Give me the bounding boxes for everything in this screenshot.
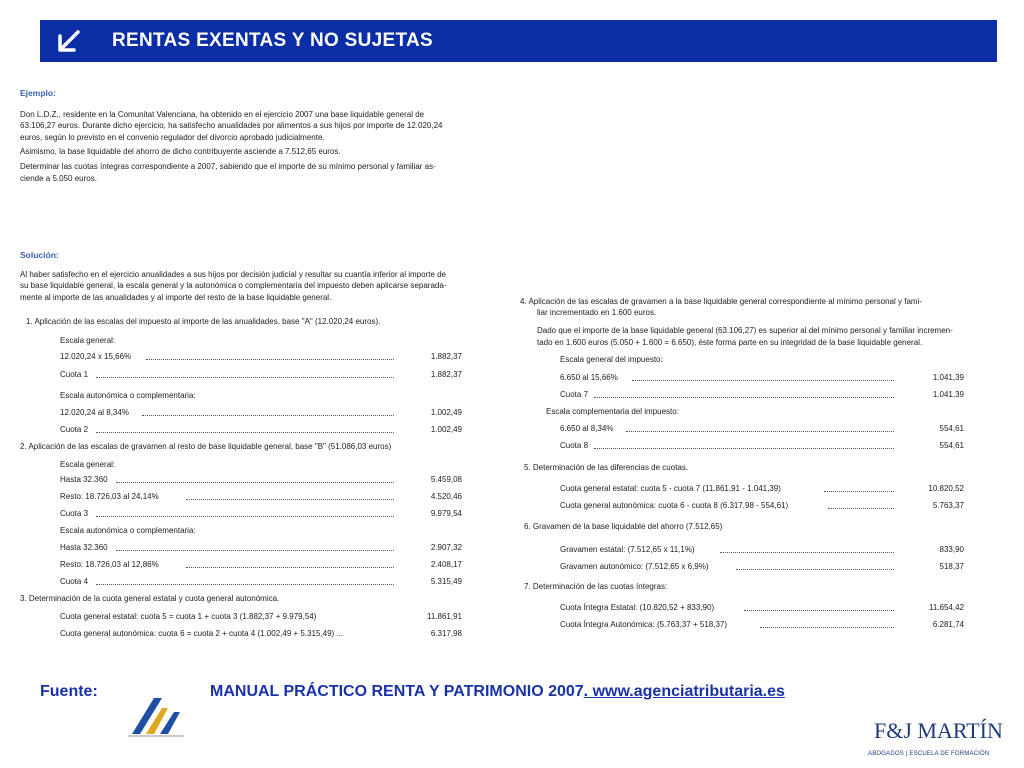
calc-row: Cuota 7 1.041,39 — [560, 390, 964, 399]
section-4-comp-head: Escala complementaria del impuesto: — [546, 407, 679, 416]
example-line: 63.106,27 euros. Durante dicho ejercicio, ha satisfecho anualidades por alimentos a sus hijos por importe de 12.020,24 — [20, 121, 443, 131]
example-line: Determinar las cuotas íntegras correspondiente a 2007, sabiendo que el importe de su mínimo personal y familiar as- — [20, 161, 436, 171]
calc-row: Cuota general autonómica: cuota 6 - cuota 8 (6.317,98 - 554,61) 5.763,37 — [560, 501, 964, 510]
section-1-general-head: Escala general: — [60, 336, 116, 345]
section-5-title: 5. Determinación de las diferencias de cuotas. — [524, 463, 689, 472]
section-2-auto-head: Escala autonómica o complementaria: — [60, 526, 196, 535]
solution-intro — [20, 250, 510, 303]
section-4-title: 4. Aplicación de las escalas de gravamen a la base liquidable general correspondiente al mínimo personal y fami- — [520, 297, 923, 306]
example-line: Asimismo, la base liquidable del ahorro de dicho contribuyente asciende a 7.512,65 euros. — [20, 147, 341, 157]
calc-row: Cuota Íntegra Autonómica: (5.763,37 + 518,37) 6.281,74 — [560, 620, 964, 629]
section-1-title: 1. Aplicación de las escalas del impuesto al importe de las anualidades, base "A" (12.020,24 euros). — [26, 317, 381, 326]
arrow-down-left-icon — [56, 26, 82, 54]
section-4-text: Dado que el importe de la base liquidable general (63.106,27) es superior al del mínimo personal y familiar incremen- — [537, 326, 953, 335]
example-line: euros, según lo previsto en el convenio regulador del divorcio aprobado judicialmente. — [20, 132, 325, 142]
calc-row: Cuota general estatal: cuota 5 - cuota 7 (11.861,91 - 1.041,39) 10.820,52 — [560, 484, 964, 493]
page-title: RENTAS EXENTAS Y NO SUJETAS — [112, 30, 433, 51]
solution-intro-line: Al haber satisfecho en el ejercicio anualidades a sus hijos por decisión judicial y resultar su cuantía inferior al importe de — [20, 269, 447, 279]
source-link[interactable]: . www.agenciatributaria.es — [583, 683, 785, 700]
calc-row: Cuota 8 554,61 — [560, 441, 964, 450]
calc-row: 6.650 al 8,34% 554,61 — [560, 424, 964, 433]
section-3-title: 3. Determinación de la cuota general estatal y cuota general autonómica. — [20, 594, 280, 603]
calc-row: 6.650 al 15,66% 1.041,39 — [560, 373, 964, 382]
manual-title: MANUAL PRÁCTICO RENTA Y PATRIMONIO 2007 — [210, 683, 584, 700]
section-4-text: tado en 1.600 euros (5.050 + 1.600 = 6.650), éste forma parte en su integridad de la base liquidable general. — [537, 338, 923, 347]
calc-row: Cuota Íntegra Estatal: (10.820,52 + 833,90) 11.654,42 — [560, 603, 964, 612]
solution-heading: Solución: — [20, 250, 59, 260]
calc-row: Gravamen autonómico: (7.512,65 x 6,9%) 518,37 — [560, 562, 964, 571]
title-bar — [40, 20, 997, 62]
calc-row: Cuota 2 1.002,49 — [60, 425, 462, 434]
solution-intro-line: mente al importe de las anualidades y al importe del resto de la base liquidable general. — [20, 292, 332, 302]
calc-row: Cuota general autonómica: cuota 6 = cuota 2 + cuota 4 (1.002,49 + 5.315,49) ... 6.317,98 — [60, 629, 462, 638]
fj-martin-name: F&J MARTÍN — [874, 718, 1003, 743]
calc-row: Cuota 4 5.315,49 — [60, 577, 462, 586]
fj-martin-logo — [868, 718, 1018, 764]
calc-row: Hasta 32.360 2.907,32 — [60, 543, 462, 552]
fj-martin-subtitle: ABOGADOS | ESCUELA DE FORMACIÓN — [868, 751, 990, 757]
calc-row: Cuota general estatal: cuota 5 = cuota 1 + cuota 3 (1.882,37 + 9.979,54) 11.861,91 — [60, 612, 462, 621]
calc-row: Resto: 18.726,03 al 12,86% 2.408,17 — [60, 560, 462, 569]
calc-row: Cuota 3 9.979,54 — [60, 509, 462, 518]
section-6-title: 6. Gravamen de la base liquidable del ahorro (7.512,65) — [524, 522, 723, 531]
example-line: Don L.D.Z., residente en la Comunitat Valenciana, ha obtenido en el ejercicio 2007 una base liquidable general de — [20, 109, 425, 119]
calc-row: Hasta 32.360 5.459,08 — [60, 475, 462, 484]
agencia-tributaria-logo — [124, 690, 188, 740]
source-label: Fuente: — [40, 683, 98, 700]
section-2-title: 2. Aplicación de las escalas de gravamen al resto de base liquidable general, base "B" (51.086,03 euros) — [20, 442, 392, 451]
calc-row: Cuota 1 1.882,37 — [60, 370, 462, 379]
section-4-title-cont: liar incrementado en 1.600 euros. — [537, 308, 657, 317]
section-7-title: 7. Determinación de las cuotas íntegras: — [524, 582, 668, 591]
source-citation — [210, 683, 785, 701]
calc-row: Gravamen estatal: (7.512,65 x 11,1%) 833,90 — [560, 545, 964, 554]
section-4-general-head: Escala general del impuesto: — [560, 355, 663, 364]
calc-row: 12.020,24 al 8,34% 1.002,49 — [60, 408, 462, 417]
example-line: ciende a 5.050 euros. — [20, 173, 97, 183]
example-heading: Ejemplo: — [20, 88, 56, 98]
calc-row: 12.020,24 x 15,66% 1.882,37 — [60, 352, 462, 361]
section-1-auto-head: Escala autonómica o complementaria: — [60, 391, 196, 400]
example-block — [20, 88, 510, 184]
section-2-general-head: Escala general: — [60, 460, 116, 469]
solution-intro-line: su base liquidable general, la escala general y la autonómica o complementaria del impuesto deben aplicarse separada- — [20, 281, 447, 291]
calc-row: Resto: 18.726,03 al 24,14% 4.520,46 — [60, 492, 462, 501]
